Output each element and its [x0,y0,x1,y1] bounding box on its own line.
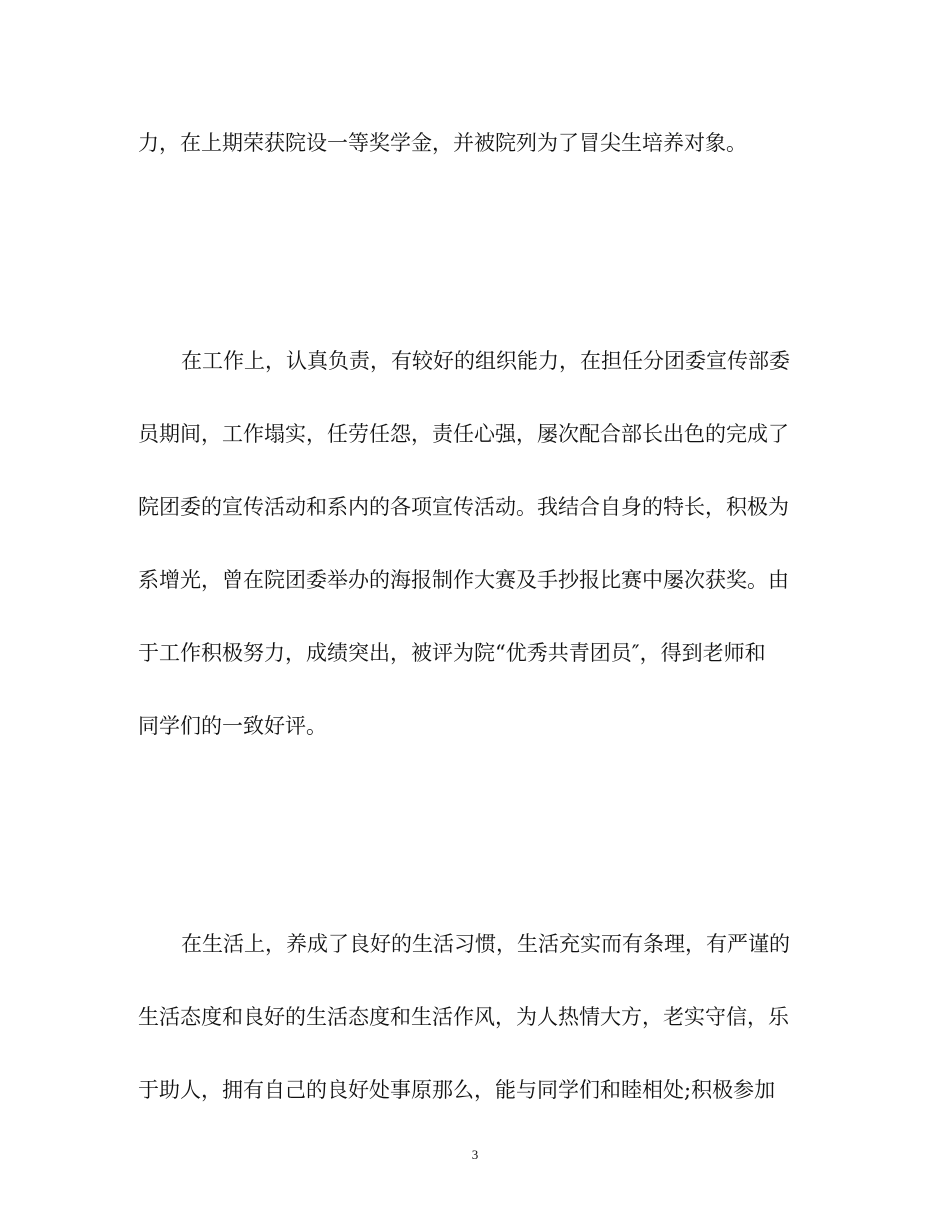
paragraph-2-line-3: 院团委的宣传活动和系内的各项宣传活动。我结合自身的特长，积极为 [138,495,789,519]
paragraph-1-line-1: 力，在上期荣获院设一等奖学金，并被院列为了冒尖生培养对象。 [138,131,747,155]
paragraph-3-line-1: 在生活上，养成了良好的生活习惯，生活充实而有条理，有严谨的 [181,932,790,956]
paragraph-3-line-2: 生活态度和良好的生活态度和生活作风，为人热情大方，老实守信，乐 [138,1005,789,1029]
paragraph-2-line-1: 在工作上，认真负责，有较好的组织能力，在担任分团委宣传部委 [181,349,790,373]
paragraph-2-line-6: 同学们的一致好评。 [138,714,327,738]
paragraph-2-line-5: 于工作积极努力，成绩突出，被评为院“优秀共青团员″，得到老师和 [138,641,766,665]
paragraph-2-line-2: 员期间，工作塌实，任劳任怨，责任心强，屡次配合部长出色的完成了 [138,422,789,446]
page-number: 3 [471,1147,479,1162]
paragraph-2-line-4: 系增光，曾在院团委举办的海报制作大赛及手抄报比赛中屡次获奖。由 [138,568,789,592]
paragraph-3-line-3: 于助人，拥有自己的良好处事原那么，能与同学们和睦相处;积极参加 [138,1078,776,1102]
